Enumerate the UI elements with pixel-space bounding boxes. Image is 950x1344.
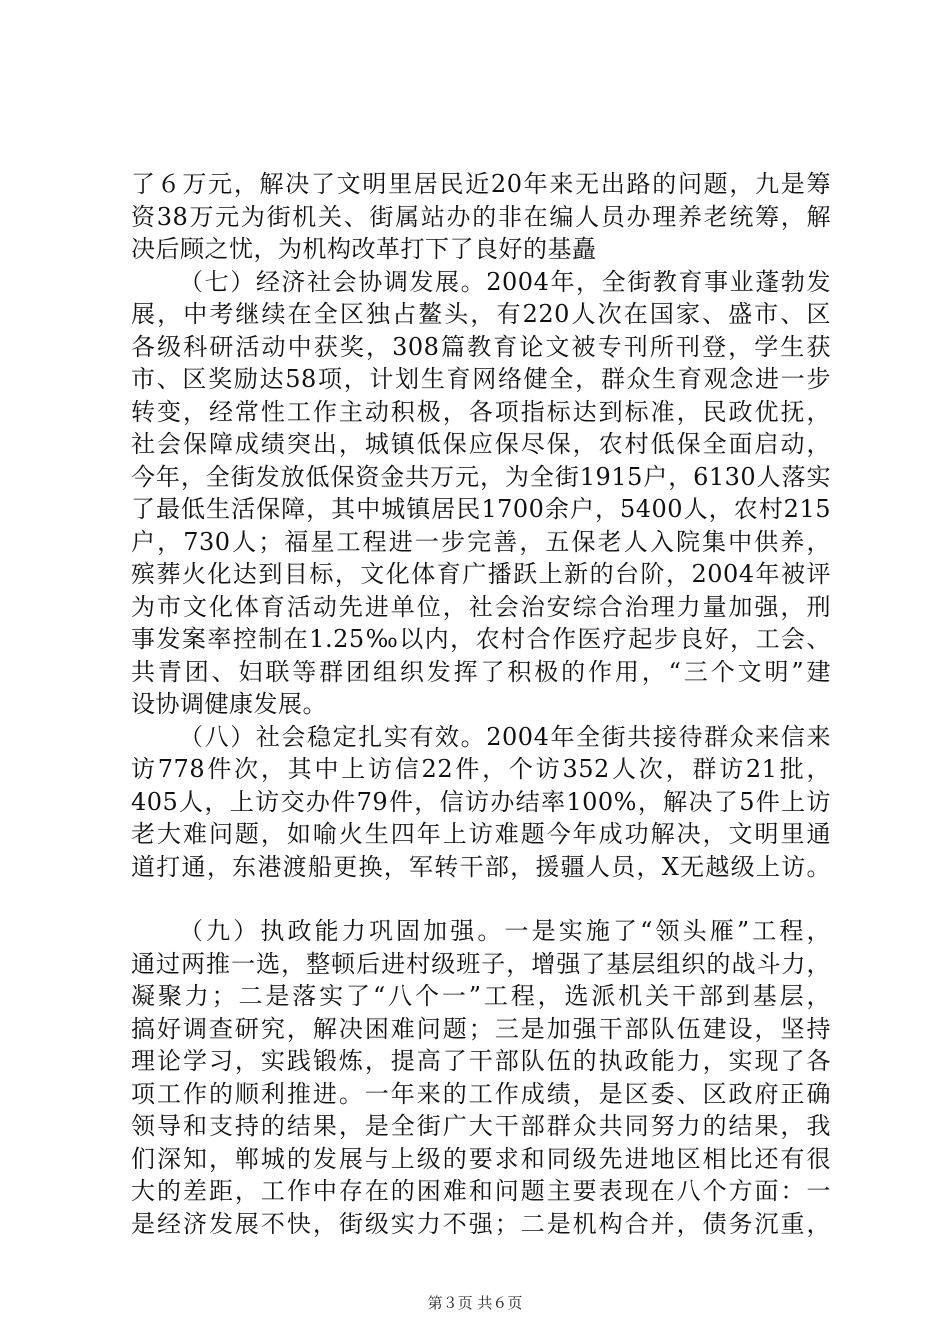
text-line: 们深知，郸城的发展与上级的要求和同级先进地区相比还有很 xyxy=(131,1144,831,1173)
document-body xyxy=(131,168,831,1240)
text-line: 决后顾之忧，为机构改革打下了良好的基矗 xyxy=(131,235,597,263)
text-line: 道打通，东港渡船更换，军转干部，援疆人员，X无越级上访。 xyxy=(131,852,831,881)
text-line: 转变，经常性工作主动积极，各项指标达到标准，民政优抚， xyxy=(131,397,831,426)
text-line: 405人，上访交办件79件，信访办结率100%，解决了5件上访 xyxy=(131,787,831,816)
text-line: 理论学习，实践锻炼，提高了干部队伍的执政能力，实现了各 xyxy=(131,1047,831,1075)
text-line: 展，中考继续在全区独占鳌头，有220人次在国家、盛市、区 xyxy=(131,300,831,328)
text-line: 户，730人；福星工程进一步完善，五保老人入院集中供养， xyxy=(131,527,831,556)
text-line: 搞好调查研究，解决困难问题；三是加强干部队伍建设，坚持 xyxy=(131,1014,831,1043)
text-line: 社会保障成绩突出，城镇低保应保尽保，农村低保全面启动， xyxy=(131,430,831,458)
paragraph-section-7 xyxy=(131,266,831,721)
text-line: 事发案率控制在1.25‰以内，农村合作医疗起步良好，工会、 xyxy=(131,625,831,653)
text-line: 大的差距，工作中存在的困难和问题主要表现在八个方面：一 xyxy=(131,1177,831,1205)
text-line: 殡葬火化达到目标，文化体育广播跃上新的台阶，2004年被评 xyxy=(131,560,831,588)
text-line: 为市文化体育活动先进单位，社会治安综合治理力量加强，刑 xyxy=(131,592,831,621)
text-line: 了最低生活保障，其中城镇居民1700余户，5400人，农村215 xyxy=(131,495,831,523)
page-number-footer: 第３页 共６页 xyxy=(427,1294,523,1312)
text-line: 设协调健康发展。 xyxy=(131,690,327,718)
text-line: （九）执政能力巩固加强。一是实施了“领头雁”工程， xyxy=(179,917,831,945)
paragraph-section-8 xyxy=(131,721,831,884)
text-line: 市、区奖励达58项，计划生育网络健全，群众生育观念进一步 xyxy=(131,365,831,393)
text-line: 是经济发展不快，街级实力不强；二是机构合并，债务沉重， xyxy=(131,1209,831,1238)
text-line: 访778件次，其中上访信22件，个访352人次，群访21批， xyxy=(131,755,831,783)
text-line: 共青团、妇联等群团组织发挥了积极的作用，“三个文明”建 xyxy=(131,657,831,686)
paragraph-continuation xyxy=(131,168,831,266)
paragraph-section-9 xyxy=(131,915,831,1240)
text-line: 各级科研活动中获奖，308篇教育论文被专刊所刊登，学生获 xyxy=(131,332,831,361)
text-line: 资38万元为街机关、街属站办的非在编人员办理养老统筹，解 xyxy=(131,202,831,231)
text-line: （八）社会稳定扎实有效。2004年全街共接待群众来信来 xyxy=(179,722,831,751)
text-line: 项工作的顺利推进。一年来的工作成绩，是区委、区政府正确 xyxy=(131,1079,831,1108)
text-line: 了６万元，解决了文明里居民近20年来无出路的问题，九是筹 xyxy=(131,170,831,198)
text-line: 领导和支持的结果，是全街广大干部群众共同努力的结果，我 xyxy=(131,1112,831,1140)
text-line: 老大难问题，如喻火生四年上访难题今年成功解决，文明里通 xyxy=(131,820,831,848)
text-line: 凝聚力；二是落实了“八个一”工程，选派机关干部到基层， xyxy=(131,982,831,1010)
text-line: 通过两推一选，整顿后进村级班子，增强了基层组织的战斗力， xyxy=(131,949,831,978)
text-line: （七）经济社会协调发展。2004年，全街教育事业蓬勃发 xyxy=(179,267,831,296)
text-line: 今年，全街发放低保资金共万元，为全街1915户，6130人落实 xyxy=(131,462,831,491)
paragraph-gap xyxy=(131,883,831,915)
